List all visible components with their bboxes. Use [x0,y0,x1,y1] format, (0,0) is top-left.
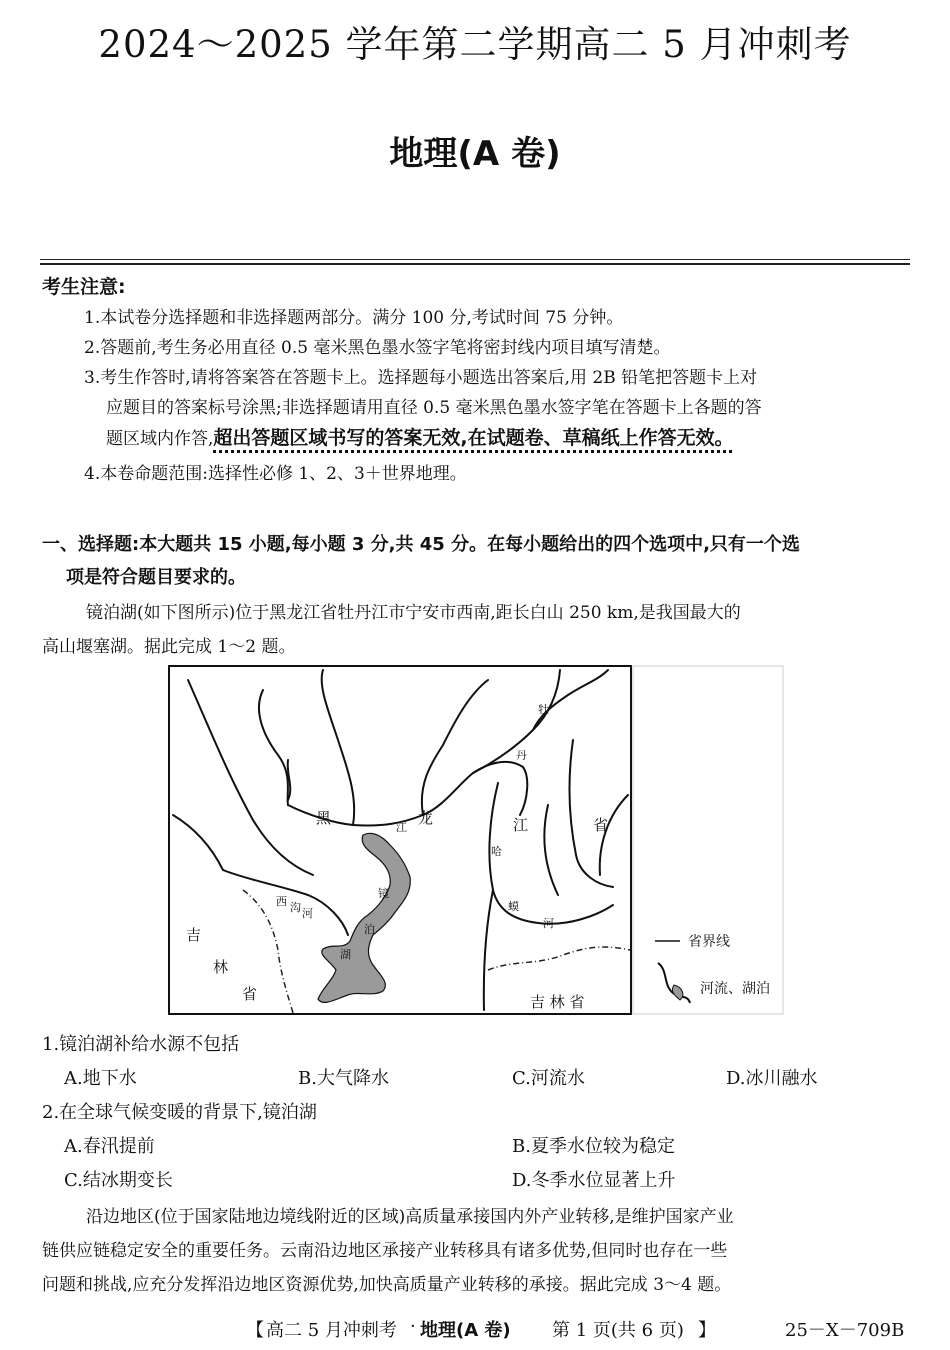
question-2-option-c: C.结冰期变长 [64,1170,173,1191]
legend-boundary-label: 省界线 [688,934,730,950]
question-2-option-b: B.夏季水位较为稳定 [512,1136,675,1157]
intro-line2: 高山堰塞湖。据此完成 1～2 题。 [42,637,296,657]
map-label-ha: 哈 [491,845,502,858]
question-1-option-c: C.河流水 [512,1068,585,1089]
question-1-option-d: D.冰川融水 [726,1068,818,1089]
footer-page-number: 第 1 页(共 6 页) [552,1320,684,1341]
map-label-dan: 丹 [516,749,527,762]
passage-2-line3: 问题和挑战,应充分发挥沿边地区资源优势,加快高质量产业转移的承接。据此完成 3～4 题。 [42,1275,732,1295]
map-label-he-left: 河 [302,907,313,920]
river-north-tributary [322,670,355,825]
legend-frame [633,666,783,1014]
map-label-ma: 蟆 [508,900,519,913]
river-east-tributary-2 [544,805,558,895]
header-divider-top [40,259,910,260]
map-label-long: 龙 [418,809,434,827]
river-west-branch-1 [173,815,223,870]
map-label-hei: 黑 [316,809,332,827]
jingpo-lake-map [168,665,788,1020]
legend-river-label: 河流、湖泊 [700,981,770,997]
river-east-tributary [570,740,613,887]
river-upper-tributary [259,690,288,805]
notice-item-2: 2.答题前,考生务必用直径 0.5 毫米黑色墨水签字笔将密封线内项目填写清楚。 [84,338,671,358]
question-1-option-b: B.大气降水 [298,1068,389,1089]
footer-exam-name: 高二 5 月冲刺考 [266,1320,397,1341]
map-label-jiang-small: 江 [396,821,407,834]
question-2-option-a: A.春汛提前 [64,1136,155,1157]
notice-item-1: 1.本试卷分选择题和非选择题两部分。满分 100 分,考试时间 75 分钟。 [84,308,624,328]
footer-dot: · [410,1316,416,1337]
river-lower-east [484,890,493,1010]
legend-river-symbol [658,963,690,1003]
notice-item-3-line1: 3.考生作答时,请将答案答在答题卡上。选择题每小题选出答案后,用 2B 铅笔把答题卡上对 [84,368,758,388]
map-label-sheng: 省 [593,816,609,834]
river-mudan-branch [533,670,608,730]
map-label-hu: 湖 [340,948,351,961]
notice-item-4: 4.本卷命题范围:选择性必修 1、2、3＋世界地理。 [84,464,467,484]
map-frame [169,666,631,1014]
passage-2-line2: 链供应链稳定安全的重要任务。云南沿边地区承接产业转移具有诸多优势,但同时也存在一些 [42,1241,728,1261]
question-1-stem: 1.镜泊湖补给水源不包括 [42,1034,240,1055]
question-2-option-d: D.冬季水位显著上升 [512,1170,676,1191]
notice-emphasis: 超出答题区域书写的答案无效,在试题卷、草稿纸上作答无效。 [213,427,734,449]
notice-item-3-line3 [106,428,734,449]
map-label-jing: 镜 [378,887,389,900]
map-label-jilin-bottom: 吉 林 省 [530,993,585,1011]
section-1-heading-line2: 项是符合题目要求的。 [66,567,246,588]
intro-line1: 镜泊湖(如下图所示)位于黑龙江省牡丹江市宁安市西南,距长白山 250 km,是我国最大的 [86,603,741,623]
map-label-bo: 泊 [364,923,375,936]
question-2-stem: 2.在全球气候变暖的背景下,镜泊湖 [42,1102,317,1123]
map-label-lin: 林 [213,958,229,976]
map-label-jiang: 江 [513,816,529,834]
exam-title: 2024～2025 学年第二学期高二 5 月冲刺考 [98,23,852,66]
passage-2-line1: 沿边地区(位于国家陆地边境线附近的区域)高质量承接国内外产业转移,是维护国家产业 [86,1207,734,1227]
notice-item-3-prefix: 题区域内作答, [106,429,214,449]
section-1-heading-line1: 一、选择题:本大题共 15 小题,每小题 3 分,共 45 分。在每小题给出的四个选项中,只有一个选 [42,534,800,555]
legend-lake-symbol [672,985,682,1000]
footer-code: 25－X－709B [785,1320,905,1341]
notice-heading: 考生注意: [42,276,126,298]
province-boundary-south [488,947,630,970]
map-label-he-right: 河 [543,917,554,930]
footer-left-bracket: 【 [246,1320,264,1341]
footer-subject: 地理(A 卷) [420,1320,511,1341]
subject-title: 地理(A 卷) [389,134,561,174]
river-far-east [600,795,628,875]
notice-item-3-line2: 应题目的答案标号涂黑;非选择题请用直径 0.5 毫米黑色墨水签字笔在答题卡上各题的答 [106,398,762,418]
map-label-ji: 吉 [186,926,202,944]
river-north-tributary-2 [422,680,488,815]
map-label-xi: 西 [276,895,287,908]
footer-right-bracket: 】 [698,1320,716,1341]
map-label-sheng-left: 省 [242,985,258,1003]
map-label-gou: 沟 [290,901,301,914]
map-label-mu: 牡 [538,703,549,716]
question-1-option-a: A.地下水 [64,1068,137,1089]
header-divider-bottom [40,263,910,265]
jingpo-lake [318,833,410,1002]
